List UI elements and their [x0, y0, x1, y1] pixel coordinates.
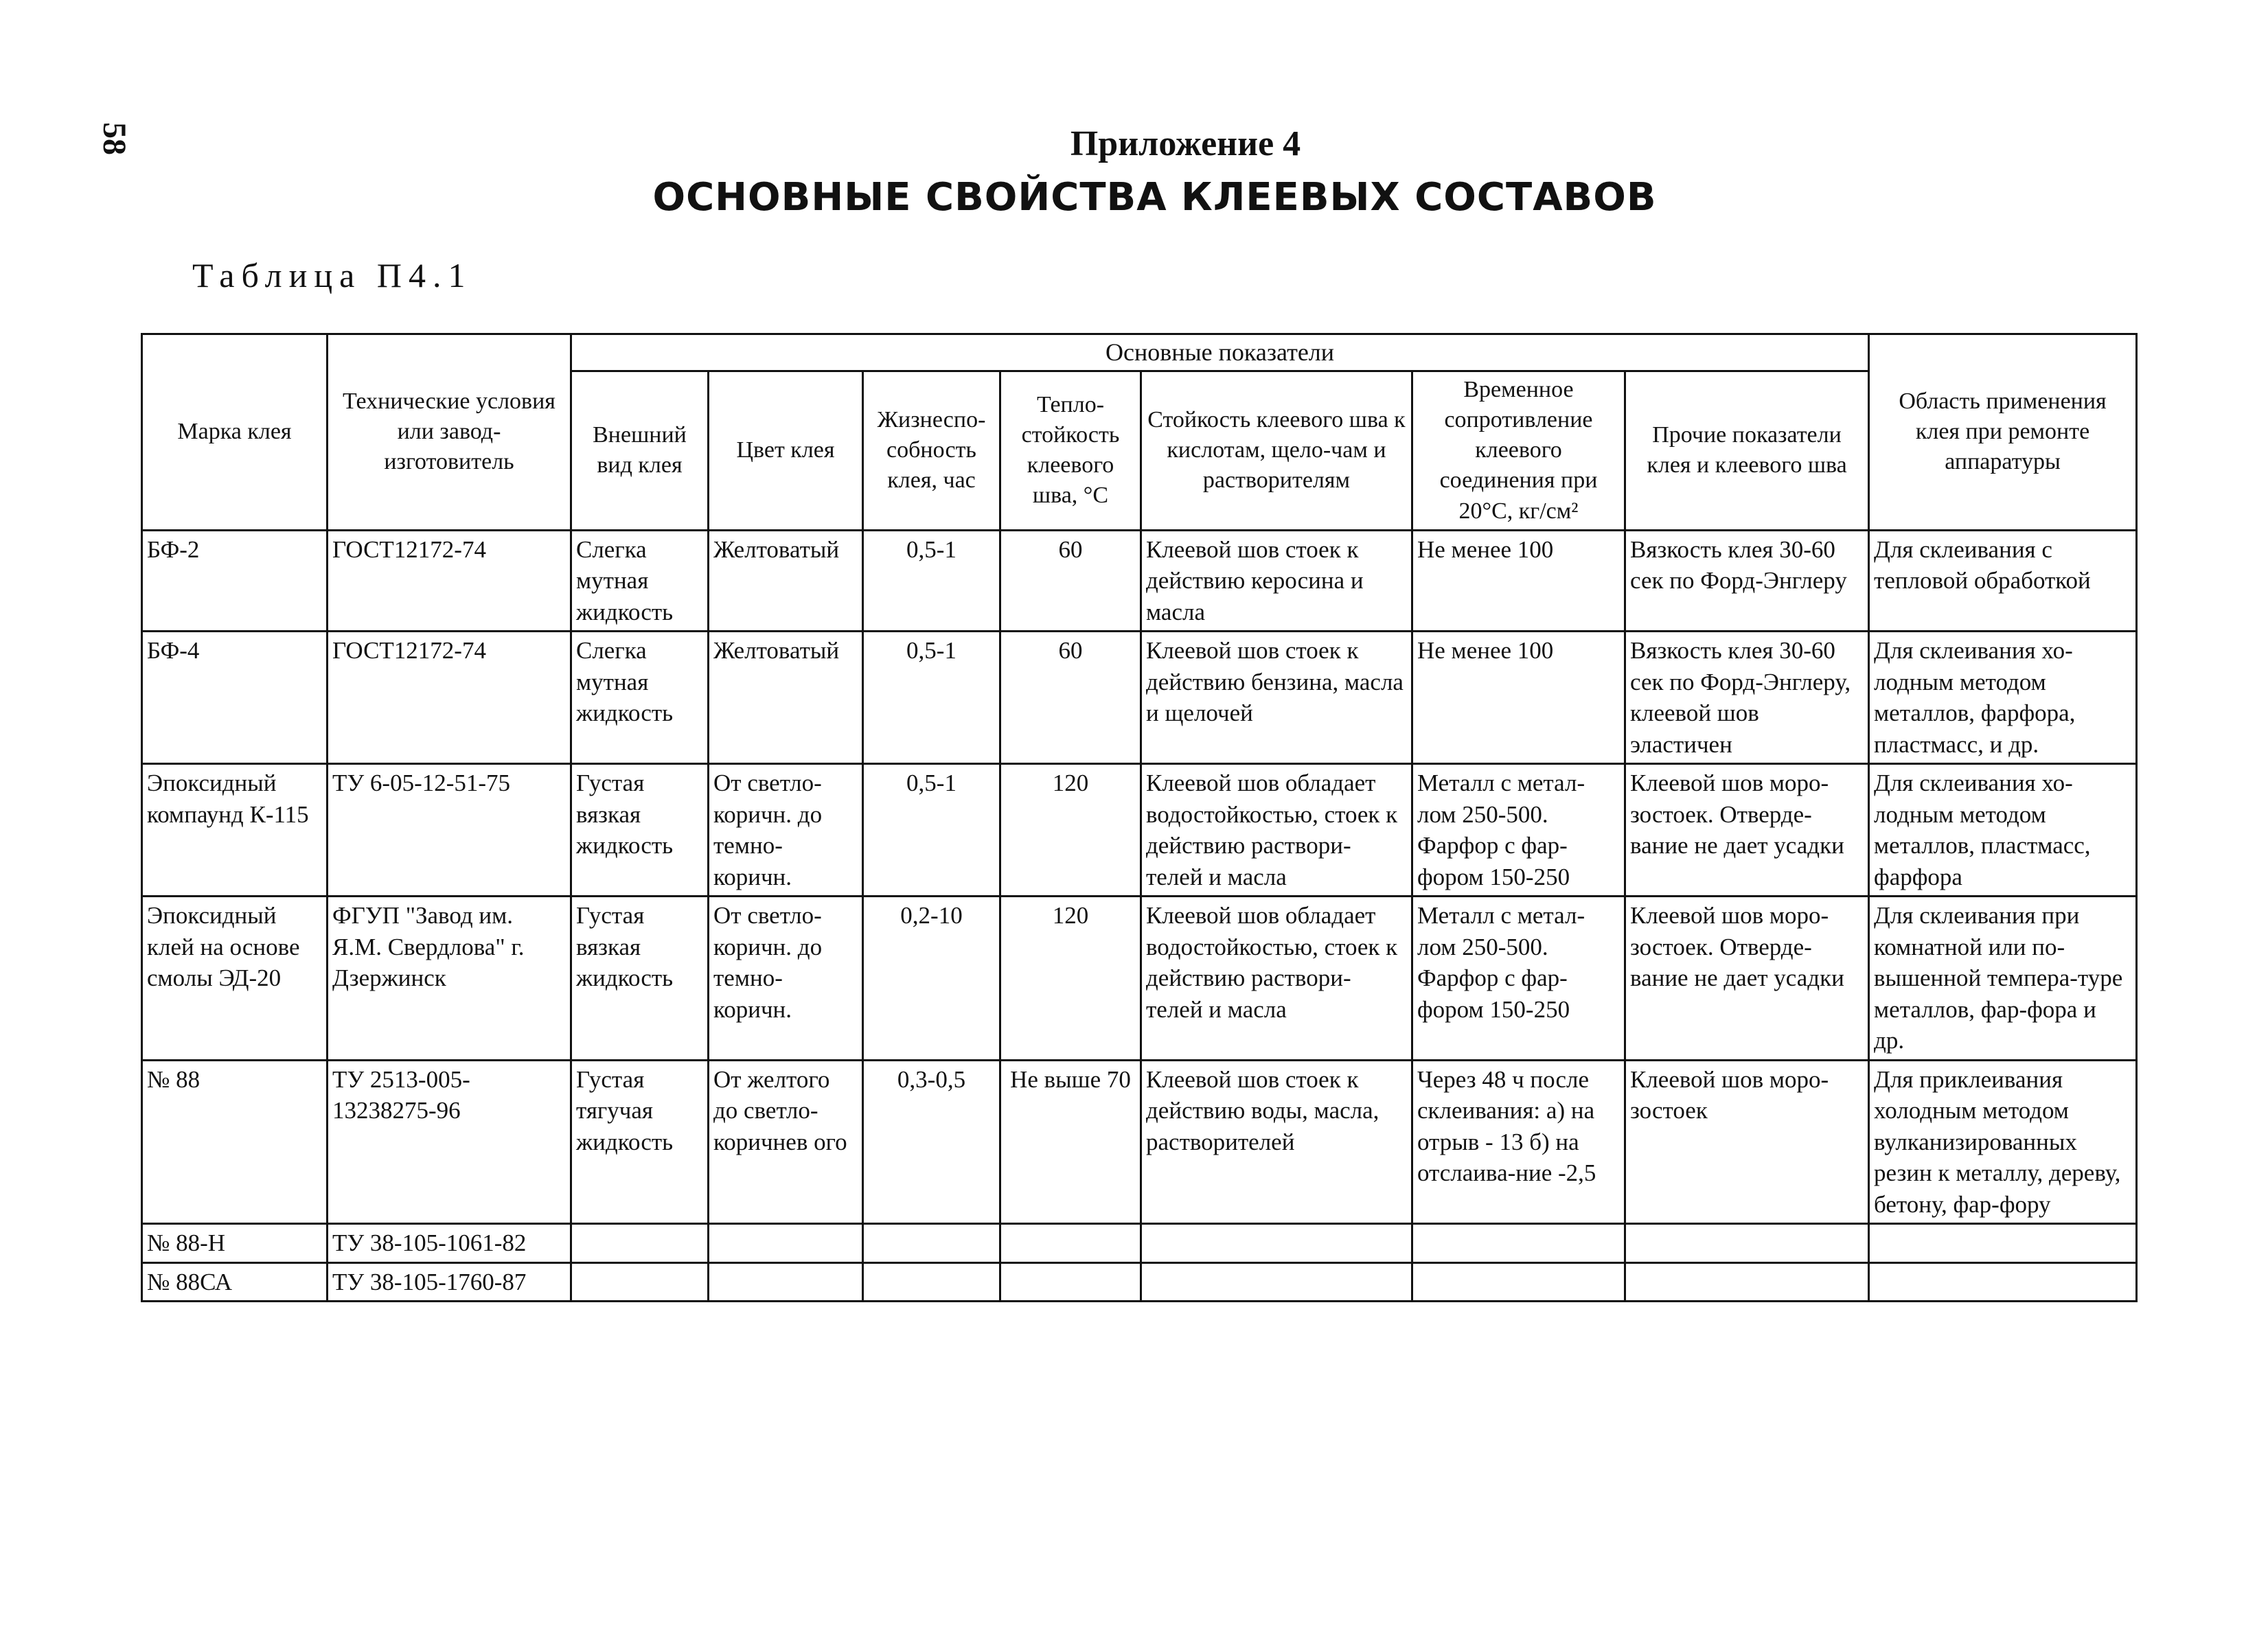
cell-pot-life: 0,5-1: [863, 632, 1000, 764]
table-label: Таблица П4.1: [192, 256, 472, 294]
cell-tech: ТУ 2513-005-13238275-96: [328, 1060, 571, 1224]
cell-heat: Не выше 70: [1000, 1060, 1141, 1224]
cell-chem: Клеевой шов обладает водостойкостью, стоек к действию раствори-телей и масла: [1141, 897, 1412, 1061]
cell-tech: ГОСТ12172-74: [328, 530, 571, 632]
cell-application: Для склеивания хо-лодным методом металлов, пластмасс, фарфора: [1869, 764, 2137, 897]
cell-other: Клеевой шов моро-зостоек. Отверде-вание не дает усадки: [1625, 897, 1869, 1061]
cell-application: Для приклеивания холодным методом вулканизированных резин к металлу, дереву, бетону, фар-фору: [1869, 1060, 2137, 1224]
cell-appearance: Слегка мутная жидкость: [571, 632, 709, 764]
cell-pot-life: [863, 1262, 1000, 1302]
table-row: [142, 1060, 2137, 1224]
cell-strength: [1412, 1262, 1625, 1302]
cell-strength: Через 48 ч после склеивания: а) на отрыв - 13 б) на отслаива-ние -2,5: [1412, 1060, 1625, 1224]
cell-strength: Не менее 100: [1412, 530, 1625, 632]
cell-tech: ФГУП "Завод им. Я.М. Свердлова" г. Дзержинск: [328, 897, 571, 1061]
document-title: ОСНОВНЫЕ СВОЙСТВА КЛЕЕВЫХ СОСТАВОВ: [652, 175, 1657, 220]
cell-appearance: Слегка мутная жидкость: [571, 530, 709, 632]
cell-other: Вязкость клея 30-60 сек по Форд-Энглеру, клеевой шов эластичен: [1625, 632, 1869, 764]
header-row-group: [142, 334, 2137, 371]
cell-color: Желтоватый: [709, 530, 863, 632]
cell-brand: Эпоксидный клей на основе смолы ЭД-20: [142, 897, 328, 1061]
cell-color: От светло-коричн. до темно-коричн.: [709, 764, 863, 897]
cell-heat: 60: [1000, 530, 1141, 632]
cell-brand: БФ-2: [142, 530, 328, 632]
cell-color: [709, 1224, 863, 1263]
cell-strength: Не менее 100: [1412, 632, 1625, 764]
header-application: Область применения клея при ремонте аппаратуры: [1869, 334, 2137, 531]
cell-appearance: Густая вязкая жидкость: [571, 764, 709, 897]
table-row: [142, 632, 2137, 764]
cell-appearance: Густая вязкая жидкость: [571, 897, 709, 1061]
table-row: [142, 1262, 2137, 1302]
cell-brand: Эпоксидный компаунд К-115: [142, 764, 328, 897]
table-row: [142, 530, 2137, 632]
cell-tech: ГОСТ12172-74: [328, 632, 571, 764]
cell-appearance: [571, 1262, 709, 1302]
cell-tech: ТУ 38-105-1760-87: [328, 1262, 571, 1302]
header-pot-life: Жизнеспо-собность клея, час: [863, 371, 1000, 530]
cell-other: Клеевой шов моро-зостоек. Отверде-вание не дает усадки: [1625, 764, 1869, 897]
cell-chem: Клеевой шов стоек к действию воды, масла, растворителей: [1141, 1060, 1412, 1224]
cell-application: Для склеивания хо-лодным методом металлов, фарфора, пластмасс, и др.: [1869, 632, 2137, 764]
cell-color: Желтоватый: [709, 632, 863, 764]
adhesive-properties-table: [141, 333, 2138, 1302]
cell-brand: № 88СА: [142, 1262, 328, 1302]
cell-application: Для склеивания с тепловой обработкой: [1869, 530, 2137, 632]
cell-color: От желтого до светло-коричнев ого: [709, 1060, 863, 1224]
cell-pot-life: 0,2-10: [863, 897, 1000, 1061]
cell-strength: Металл с метал-лом 250-500. Фарфор с фар-фором 150-250: [1412, 764, 1625, 897]
appendix-heading: Приложение 4: [1070, 124, 1301, 163]
header-tensile-strength: Временное сопротивление клеевого соединения при 20°С, кг/см²: [1412, 371, 1625, 530]
cell-heat: [1000, 1224, 1141, 1263]
cell-application: Для склеивания при комнатной или по-вышенной темпера-туре металлов, фар-фора и др.: [1869, 897, 2137, 1061]
header-main-indicators: Основные показатели: [571, 334, 1869, 371]
header-tech-conditions: Технические условия или завод-изготовитель: [328, 334, 571, 531]
cell-brand: № 88: [142, 1060, 328, 1224]
cell-tech: ТУ 38-105-1061-82: [328, 1224, 571, 1263]
cell-strength: Металл с метал-лом 250-500. Фарфор с фар-фором 150-250: [1412, 897, 1625, 1061]
cell-heat: 120: [1000, 764, 1141, 897]
table-row: [142, 897, 2137, 1061]
cell-tech: ТУ 6-05-12-51-75: [328, 764, 571, 897]
cell-brand: № 88-Н: [142, 1224, 328, 1263]
cell-color: От светло-коричн. до темно-коричн.: [709, 897, 863, 1061]
cell-heat: 60: [1000, 632, 1141, 764]
header-heat-resistance: Тепло-стойкость клеевого шва, °С: [1000, 371, 1141, 530]
cell-color: [709, 1262, 863, 1302]
cell-pot-life: 0,5-1: [863, 764, 1000, 897]
cell-application: [1869, 1224, 2137, 1263]
header-brand: Марка клея: [142, 334, 328, 531]
cell-other: Клеевой шов моро-зостоек: [1625, 1060, 1869, 1224]
cell-chem: Клеевой шов обладает водостойкостью, стоек к действию раствори-телей и масла: [1141, 764, 1412, 897]
table-row: [142, 764, 2137, 897]
cell-pot-life: 0,5-1: [863, 530, 1000, 632]
header-appearance: Внешний вид клея: [571, 371, 709, 530]
header-chemical-resistance: Стойкость клеевого шва к кислотам, щело-чам и растворителям: [1141, 371, 1412, 530]
cell-pot-life: 0,3-0,5: [863, 1060, 1000, 1224]
cell-application: [1869, 1262, 2137, 1302]
cell-strength: [1412, 1224, 1625, 1263]
header-other: Прочие показатели клея и клеевого шва: [1625, 371, 1869, 530]
header-color: Цвет клея: [709, 371, 863, 530]
cell-chem: Клеевой шов стоек к действию керосина и масла: [1141, 530, 1412, 632]
cell-brand: БФ-4: [142, 632, 328, 764]
cell-heat: [1000, 1262, 1141, 1302]
cell-chem: [1141, 1262, 1412, 1302]
cell-appearance: Густая тягучая жидкость: [571, 1060, 709, 1224]
table-row: [142, 1224, 2137, 1263]
cell-heat: 120: [1000, 897, 1141, 1061]
cell-other: [1625, 1262, 1869, 1302]
cell-other: Вязкость клея 30-60 сек по Форд-Энглеру: [1625, 530, 1869, 632]
cell-chem: Клеевой шов стоек к действию бензина, масла и щелочей: [1141, 632, 1412, 764]
cell-appearance: [571, 1224, 709, 1263]
cell-other: [1625, 1224, 1869, 1263]
page-number: 58: [96, 122, 133, 155]
cell-pot-life: [863, 1224, 1000, 1263]
cell-chem: [1141, 1224, 1412, 1263]
